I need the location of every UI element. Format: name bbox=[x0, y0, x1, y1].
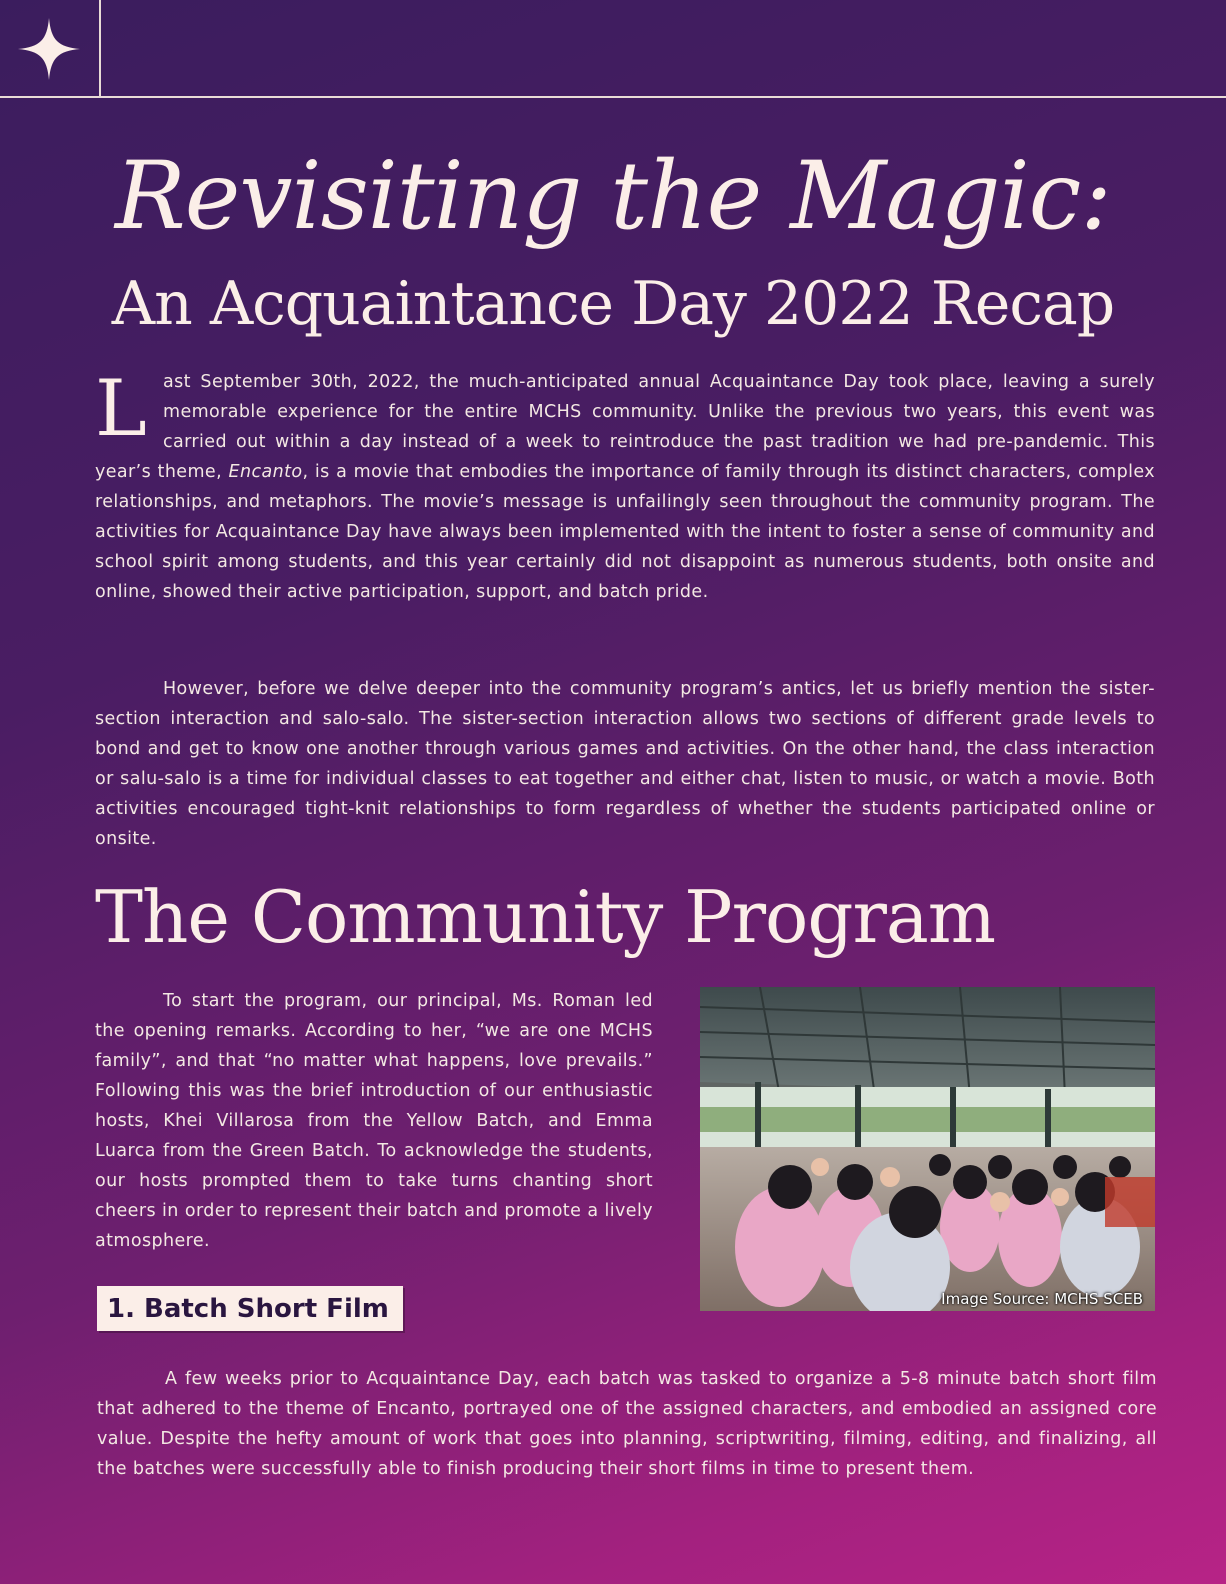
sparkle-star-icon bbox=[18, 18, 80, 80]
header-divider-vertical bbox=[99, 0, 101, 97]
event-photo bbox=[700, 987, 1155, 1311]
header-divider-horizontal bbox=[0, 96, 1226, 98]
photo-credit: Image Source: MCHS SCEB bbox=[941, 1290, 1143, 1308]
event-photo-illustration bbox=[700, 987, 1155, 1311]
community-program-paragraph: To start the program, our principal, Ms. Roman led the opening remarks. According to her, “we are one MCHS family”, and that “no matter what happens, love prevails.” Following this was the brief introduction of our enthusiastic hosts, Khei Villarosa from the Yellow Batch, and Emma Luarca from the Green Batch. To acknowledge the students, our hosts prompted them to take turns chanting short cheers in order to represent their batch and promote a lively atmosphere. bbox=[95, 991, 653, 1251]
section-heading: The Community Program bbox=[95, 875, 996, 959]
drop-cap: L bbox=[95, 364, 148, 454]
intro-paragraph: Last September 30th, 2022, the much-anticipated annual Acquaintance Day took place, leaving a surely memorable experience for the entire MCHS community. Unlike the previous two years, this event was carried out within a day instead of a week to reintroduce the past tradition we had pre-pandemic. This year’s theme, Encanto, is a movie that embodies the importance of family through its distinct characters, complex relationships, and metaphors. The movie’s message is unfailingly seen throughout the community program. The activities for Acquaintance Day have always been implemented with the intent to foster a sense of community and school spirit among students, and this year certainly did not disappoint as numerous students, both onsite and online, showed their active participation, support, and batch pride. bbox=[95, 364, 1156, 602]
sister-section-paragraph: However, before we delve deeper into the community program’s antics, let us briefly mention the sister-section interaction and salo-salo. The sister-section interaction allows two sections of different grade levels to bond and get to know one another through various games and activities. On the other hand, the class interaction or salu-salo is a time for individual classes to eat together and either chat, listen to music, or watch a movie. Both activities encouraged tight-knit relationships to form regardless of whether the students participated online or onsite. bbox=[95, 679, 1155, 849]
theme-name: Encanto bbox=[228, 462, 303, 482]
article-title: Revisiting the Magic: bbox=[115, 142, 1111, 251]
subsection-heading-badge: 1. Batch Short Film bbox=[97, 1286, 403, 1331]
batch-short-film-paragraph: A few weeks prior to Acquaintance Day, each batch was tasked to organize a 5-8 minute batch short film that adhered to the theme of Encanto, portrayed one of the assigned characters, and embodied an assigned core value. Despite the hefty amount of work that goes into planning, scriptwriting, filming, editing, and finalizing, all the batches were successfully able to finish producing their short films in time to present them. bbox=[97, 1369, 1157, 1479]
article-subtitle: An Acquaintance Day 2022 Recap bbox=[111, 269, 1115, 339]
